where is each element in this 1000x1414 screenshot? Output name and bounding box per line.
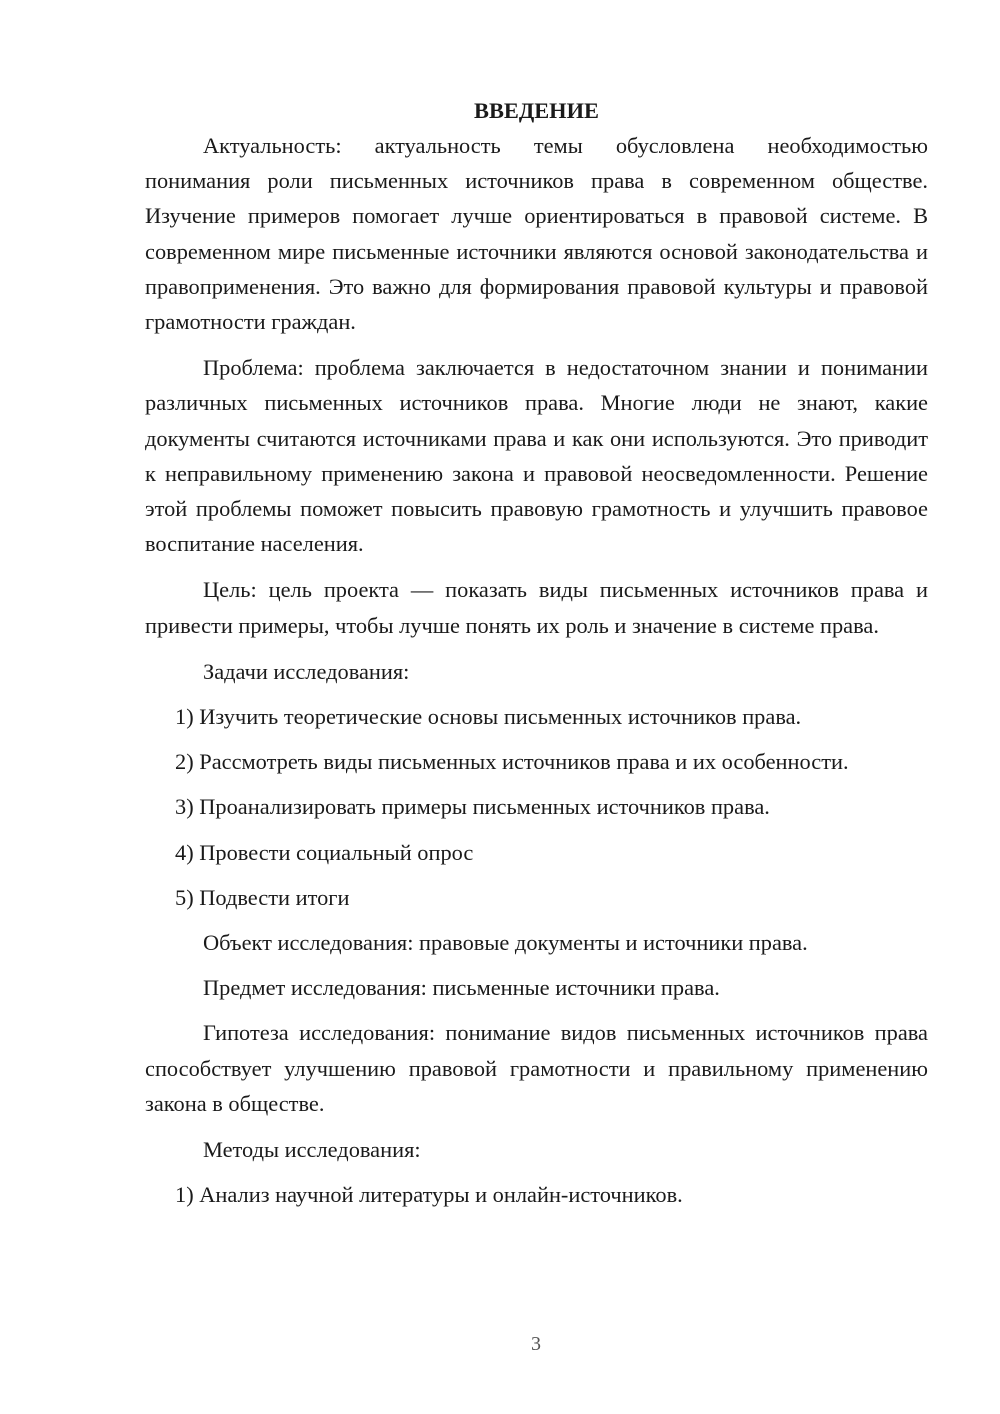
page-content — [145, 93, 928, 1222]
methods-heading: Методы исследования: — [203, 1137, 421, 1163]
task-item: 3) Проанализировать примеры письменных источников права. — [175, 794, 770, 820]
hypothesis-paragraph: Гипотеза исследования: понимание видов письменных источников права способствует улучшению правовой грамотности и правильному применению закона в обществе. — [145, 1020, 928, 1116]
subject-paragraph: Предмет исследования: письменные источники права. — [203, 975, 720, 1001]
task-item: 2) Рассмотреть виды письменных источников права и их особенности. — [175, 749, 849, 775]
relevance-paragraph: Актуальность: актуальность темы обусловлена необходимостью понимания роли письменных источников права в современном обществе. Изучение примеров помогает лучше ориентироваться в правовой системе. В современном мире письменные источники являются основой законодательства и правоприменения. Это важно для формирования правовой культуры и правовой грамотности граждан. — [145, 133, 928, 335]
task-item: 4) Провести социальный опрос — [175, 839, 474, 865]
page-number: 3 — [531, 1333, 541, 1355]
task-item: 1) Изучить теоретические основы письменных источников права. — [175, 704, 802, 730]
task-item: 5) Подвести итоги — [175, 884, 350, 910]
problem-paragraph: Проблема: проблема заключается в недостаточном знании и понимании различных письменных источников права. Многие люди не знают, какие документы считаются источниками права и как они используются. Это приводит к неправильному применению закона и правовой неосведомленности. Решение этой проблемы поможет повысить правовую грамотность и улучшить правовое воспитание населения. — [145, 355, 928, 557]
tasks-heading: Задачи исследования: — [203, 658, 410, 684]
method-item: 1) Анализ научной литературы и онлайн-источников. — [175, 1182, 683, 1208]
goal-paragraph: Цель: цель проекта — показать виды письменных источников права и привести примеры, чтобы лучше понять их роль и значение в системе права. — [145, 577, 928, 638]
object-paragraph: Объект исследования: правовые документы и источники права. — [203, 930, 808, 956]
section-title: ВВЕДЕНИЕ — [474, 98, 599, 123]
